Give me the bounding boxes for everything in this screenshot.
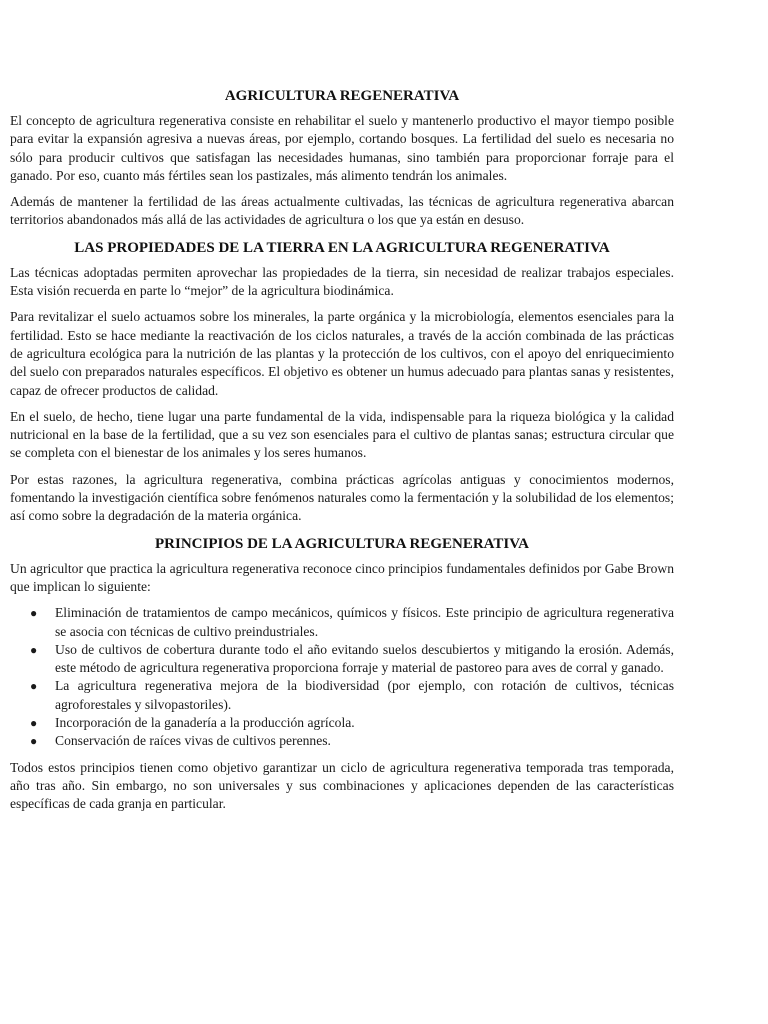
list-item — [10, 732, 674, 750]
bullet-icon: ● — [30, 716, 38, 731]
list-item — [10, 677, 674, 714]
list-item — [10, 641, 674, 678]
principles-closing-paragraph: Todos estos principios tienen como objetivo garantizar un ciclo de agricultura regenerativa temporada tras temporada, año tras año. Sin embargo, no son universales y sus combinaciones y aplicaciones dependen de las características específicas de cada granja en particular. — [10, 759, 674, 812]
bullet-icon: ● — [30, 679, 38, 694]
intro-paragraph-1: El concepto de agricultura regenerativa consiste en rehabilitar el suelo y mantenerlo productivo el mayor tiempo posible para evitar la expansión agresiva a nuevas áreas, por ejemplo, cortando bosques. La fertilidad del suelo es necesaria no sólo para producir cultivos que satisfagan las necesidades humanas, sino también para proporcionar forraje para el ganado. Por eso, cuanto más fértiles sean los pastizales, más alimento tendrán los animales. — [10, 113, 674, 183]
list-item — [10, 604, 674, 641]
list-item-text: Eliminación de tratamientos de campo mecánicos, químicos y físicos. Este principio de agricultura regenerativa se asocia con técnicas de cultivo preindustriales. — [55, 605, 674, 639]
properties-paragraph-4: Por estas razones, la agricultura regenerativa, combina prácticas agrícolas antiguas y conocimientos modernos, fomentando la investigación científica sobre fenómenos naturales como la fermentación y la solubilidad de los elementos; así como sobre la degradación de la materia orgánica. — [10, 471, 674, 524]
properties-paragraph-2: Para revitalizar el suelo actuamos sobre los minerales, la parte orgánica y la microbiología, elementos esenciales para la fertilidad. Esto se hace mediante la reactivación de los ciclos naturales, a través de la acción combinada de las prácticas de agricultura ecológica para la nutrición de las plantas y la protección de los cultivos, con el apoyo del enriquecimiento del suelo con preparados naturales específicos. El objetivo es obtener un humus adecuado para plantas sanas y resistentes, capaz de ofrecer productos de calidad. — [10, 309, 674, 398]
list-item — [10, 714, 674, 732]
intro-paragraph-2: Además de mantener la fertilidad de las áreas actualmente cultivadas, las técnicas de agricultura regenerativa abarcan territorios abandonados más allá de las actividades de agricultura o los que ya están en desuso. — [10, 194, 674, 228]
list-item-text: Conservación de raíces vivas de cultivos perennes. — [55, 733, 331, 749]
section-heading-principles: PRINCIPIOS DE LA AGRICULTURA REGENERATIVA — [155, 535, 529, 552]
bullet-icon: ● — [30, 734, 38, 749]
bullet-icon: ● — [30, 642, 38, 657]
principles-lead-paragraph: Un agricultor que practica la agricultura regenerativa reconoce cinco principios fundamentales definidos por Gabe Brown que implican lo siguiente: — [10, 560, 674, 594]
properties-paragraph-1: Las técnicas adoptadas permiten aprovechar las propiedades de la tierra, sin necesidad de realizar trabajos especiales. Esta visión recuerda en parte lo “mejor” de la agricultura biodinámica. — [10, 264, 674, 299]
bullet-icon: ● — [30, 606, 38, 621]
list-item-text: Uso de cultivos de cobertura durante todo el año evitando suelos descubiertos y mitigando la erosión. Además, este método de agricultura regenerativa proporciona forraje y material de pastoreo para aves de corral y ganado. — [55, 641, 674, 676]
principles-list — [10, 604, 674, 750]
list-item-text: La agricultura regenerativa mejora de la biodiversidad (por ejemplo, con rotación de cultivos, técnicas agroforestales y silvopastoriles). — [55, 678, 674, 712]
list-item-text: Incorporación de la ganadería a la producción agrícola. — [55, 715, 355, 731]
section-heading-properties: LAS PROPIEDADES DE LA TIERRA EN LA AGRICULTURA REGENERATIVA — [74, 239, 610, 256]
properties-paragraph-3: En el suelo, de hecho, tiene lugar una parte fundamental de la vida, indispensable para la riqueza biológica y la calidad nutricional en la base de la fertilidad, que a su vez son esenciales para el cultivo de plantas sanas; estructura circular que se completa con el bienestar de los animales y los seres humanos. — [10, 408, 674, 461]
document-title: AGRICULTURA REGENERATIVA — [224, 88, 460, 104]
